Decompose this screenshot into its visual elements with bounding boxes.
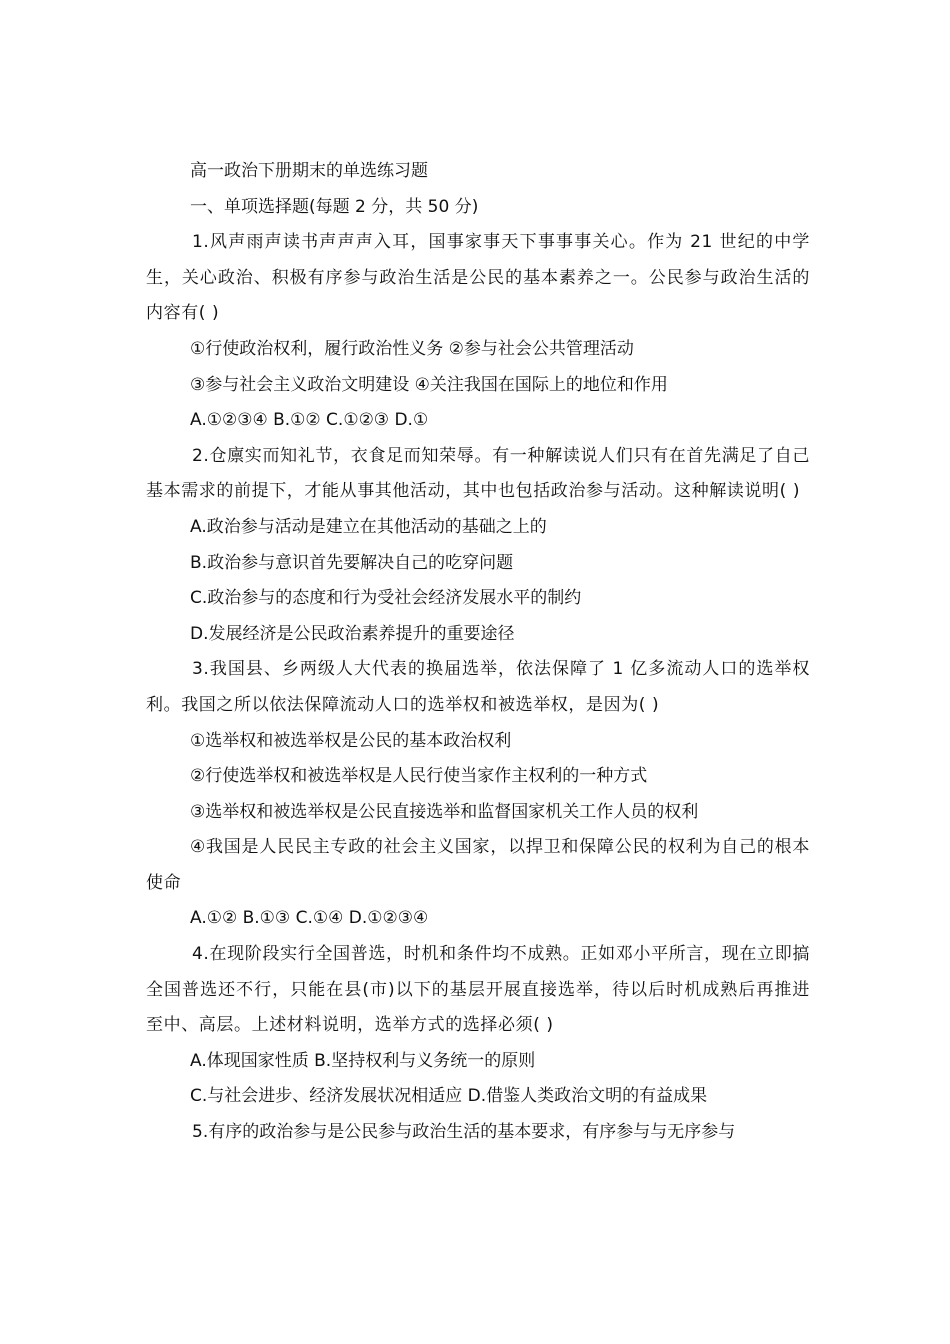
question-3-item: ①选举权和被选举权是公民的基本政治权利 <box>190 730 512 751</box>
question-2-option: C.政治参与的态度和行为受社会经济发展水平的制约 <box>190 588 582 609</box>
question-3-item: ③选举权和被选举权是公民直接选举和监督国家机关工作人员的权利 <box>190 801 699 822</box>
question-3-item: ④我国是人民民主专政的社会主义国家，以捍卫和保障公民的权利为自己的根本使命 <box>146 837 810 893</box>
question-2-option: B.政治参与意识首先要解决自己的吃穿问题 <box>190 552 514 573</box>
question-4-option: A.体现国家性质 B.坚持权利与义务统一的原则 <box>190 1050 536 1071</box>
question-1-item: ①行使政治权利，履行政治性义务 ②参与社会公共管理活动 <box>190 338 634 359</box>
question-1-item: ③参与社会主义政治文明建设 ④关注我国在国际上的地位和作用 <box>190 374 668 395</box>
question-3-stem: 3.我国县、乡两级人大代表的换届选举，依法保障了 1 亿多流动人口的选举权利。我国之所以依法保障流动人口的选举权和被选举权，是因为( ) <box>146 659 810 715</box>
question-3-options: A.①② B.①③ C.①④ D.①②③④ <box>190 908 429 929</box>
question-2-option: D.发展经济是公民政治素养提升的重要途径 <box>190 623 515 644</box>
question-1-options: A.①②③④ B.①② C.①②③ D.① <box>190 410 429 431</box>
question-4-stem: 4.在现阶段实行全国普选，时机和条件均不成熟。正如邓小平所言，现在立即搞全国普选还不行，只能在县(市)以下的基层开展直接选举，待以后时机成熟后再推进至中、高层。上述材料说明，选举方式的选择必须( ) <box>146 944 810 1036</box>
question-4-option: C.与社会进步、经济发展状况相适应 D.借鉴人类政治文明的有益成果 <box>190 1086 708 1107</box>
question-2-option: A.政治参与活动是建立在其他活动的基础之上的 <box>190 516 547 537</box>
section-heading: 一、单项选择题(每题 2 分，共 50 分) <box>190 196 479 217</box>
document-title: 高一政治下册期末的单选练习题 <box>190 161 428 181</box>
question-5-stem: 5.有序的政治参与是公民参与政治生活的基本要求，有序参与与无序参与 <box>192 1122 736 1143</box>
question-3-item: ②行使选举权和被选举权是人民行使当家作主权利的一种方式 <box>190 766 648 787</box>
question-2-stem: 2.仓廪实而知礼节，衣食足而知荣辱。有一种解读说人们只有在首先满足了自己基本需求的前提下，才能从事其他活动，其中也包括政治参与活动。这种解读说明( ) <box>146 445 810 502</box>
document-body <box>146 154 810 1151</box>
question-1-stem: 1.风声雨声读书声声声入耳，国事家事天下事事事关心。作为 21 世纪的中学生，关心政治、积极有序参与政治生活是公民的基本素养之一。公民参与政治生活的内容有( ) <box>146 232 810 324</box>
